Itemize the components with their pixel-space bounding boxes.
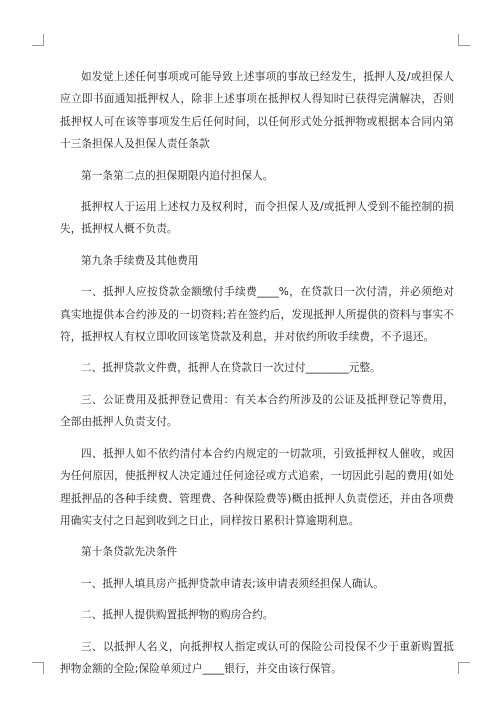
paragraph-fee-1: 一、抵押人应按贷款金额缴付手续费____%，在贷款日一次付清，并必须绝对真实地提供本合约涉及的一切资料;若在签约后，发现抵押人所提供的资料与事实不符，抵押权人有权立即收回该笔贷款及利息，并对依约所收手续费，不予退还。: [60, 286, 454, 344]
crop-mark-bottom-right: [458, 662, 470, 674]
crop-mark-top-left: [32, 34, 44, 46]
paragraph-fee-4: 四、抵押人如不依约清付本合约内规定的一切款项，引致抵押权人催收，或因为任何原因，使抵押权人决定通过任何途径或方式追索，一切因此引起的费用(如处理抵押品的各种手续费、管理费、各种保险费等)概由抵押人负责偿还，并由各项费用确实支付之日起到收到之日止，同样按日累积计算逾期利息。: [60, 447, 454, 527]
paragraph-condition-3: 三、以抵押人名义，向抵押权人指定或认可的保险公司投保不少于重新购置抵押物金额的全险;保险单须过户____银行，并交由该行保管。: [60, 640, 454, 675]
paragraph-fee-3: 三、公证费用及抵押登记费用：有关本合约所涉及的公证及抵押登记等费用，全部由抵押人负责支付。: [60, 393, 454, 429]
paragraph-fee-2: 二、抵押贷款文件费，抵押人在贷款日一次过付________元整。: [81, 362, 381, 375]
paragraph-condition-1: 一、抵押人填具房产抵押贷款申请表;该申请表须经担保人确认。: [81, 577, 385, 590]
crop-mark-bottom-left: [32, 662, 44, 674]
section-heading-article-9: 第九条手续费及其他费用: [81, 254, 199, 267]
paragraph-notice: 如发觉上述任何事项或可能导致上述事项的事故已经发生，抵押人及/或担保人应立即书面通知抵押权人，除非上述事项在抵押权人得知时已获得完满解决，否则抵押权人可在该等事项发生后任何时间，以任何形式处分抵押物或根据本合同内第十三条担保人及担保人责任条款: [60, 71, 454, 151]
section-heading-article-10: 第十条贷款先决条件: [81, 546, 178, 559]
document-body: [60, 66, 454, 689]
paragraph-guarantee-period: 第一条第二点的担保期限内追付担保人。: [81, 169, 274, 182]
crop-mark-top-right: [458, 34, 470, 46]
paragraph-liability: 抵押权人于运用上述权力及权利时，而令担保人及/或抵押人受到不能控制的损失，抵押权人概不负责。: [60, 201, 454, 236]
paragraph-condition-2: 二、抵押人提供购置抵押物的购房合约。: [81, 609, 274, 622]
